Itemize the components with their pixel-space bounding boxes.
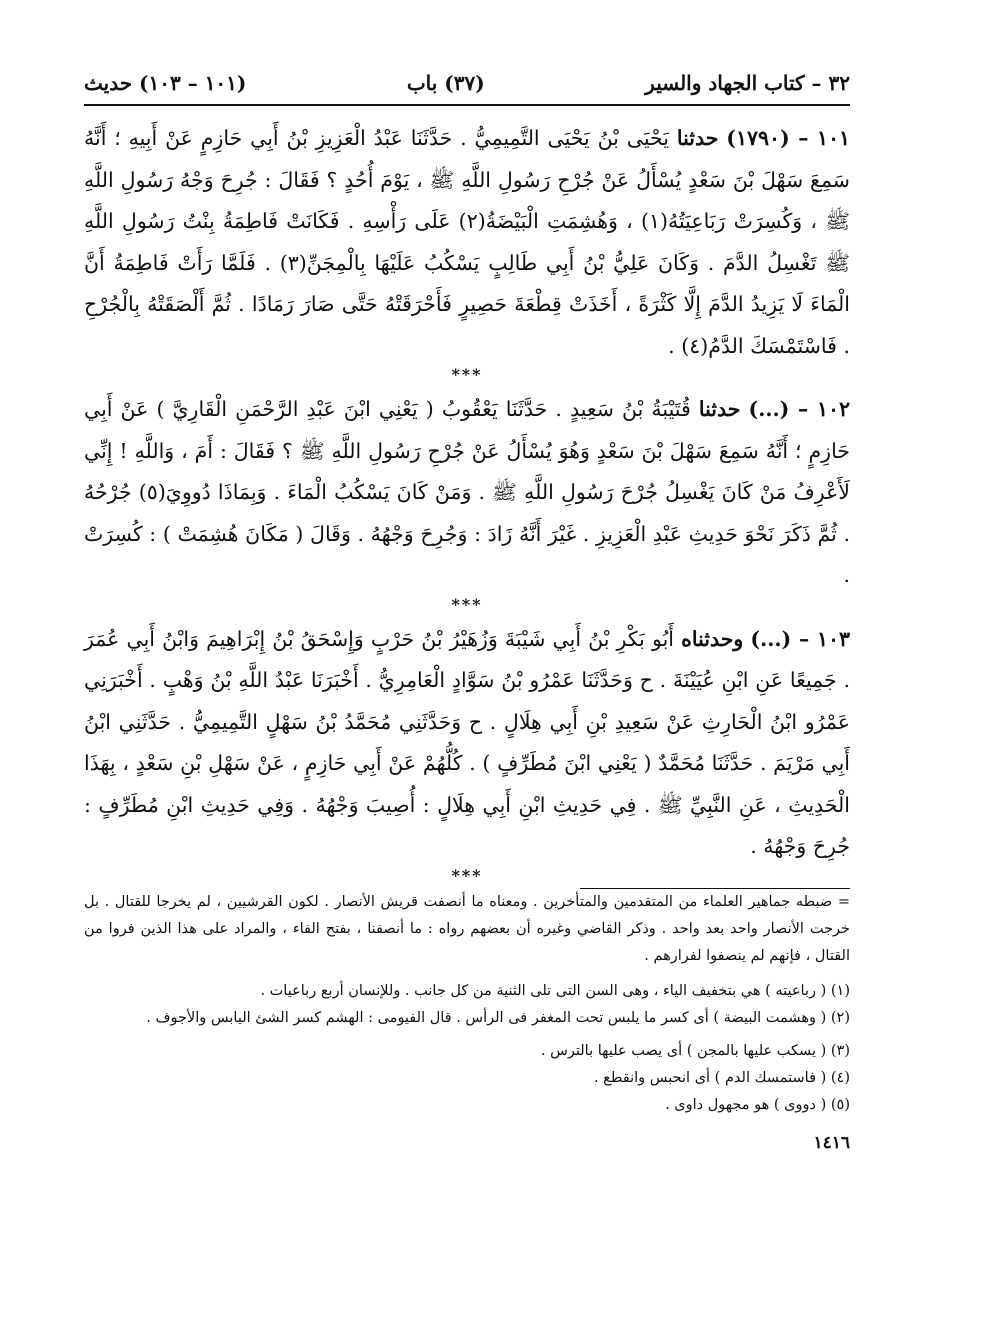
footnote-1: (١) ( رباعيته ) هي بتخفيف الياء ، وهى السن التى تلى الثنية من كل جانب . وللإنسان أربع رباعيات . [260, 982, 850, 999]
header-book-title: ٣٢ – كتاب الجهاد والسير [645, 71, 850, 95]
hadith-opening: وحدثناه [681, 626, 744, 651]
hadith-102 [84, 389, 850, 597]
page-number: ١٤١٦ [813, 1132, 850, 1153]
footnote-3: (٣) ( يسكب عليها بالمجن ) أى يصب عليها بالترس . [540, 1042, 850, 1059]
running-header [84, 64, 850, 102]
hadith-opening: حدثنا [676, 126, 719, 150]
header-chapter: (٣٧) باب [406, 71, 485, 95]
footnote-4: (٤) ( فاستمسك الدم ) أى انحبس وانقطع . [593, 1069, 850, 1086]
header-hadith-range: (١٠١ – ١٠٣) حديث [84, 71, 247, 95]
separator-stars: *** [451, 365, 483, 384]
separator-stars: *** [451, 594, 483, 614]
hadith-text: أَبُو بَكْرِ بْنُ أَبِي شَيْبَةَ وَزُهَيْرُ بْنُ حَرْبٍ وَإِسْحَقُ بْنُ إِبْرَاهِيمَ وَابْنُ أَبِي عُمَرَ . جَمِيعًا عَنِ ابْنِ عُيَيْنَةَ . ح وَحَدَّثَنَا عَمْرُو بْنُ سَوَّادٍ الْعَامِرِيُّ . أَخْبَرَنَا عَبْدُ اللَّهِ بْنُ وَهْبٍ . أَخْبَرَنِي عَمْرُو ابْنُ الْحَارِثِ عَنْ سَعِيدِ بْنِ أَبِي هِلَالٍ . ح وَحَدَّثَنِي مُحَمَّدُ بْنُ سَهْلٍ التَّمِيمِيُّ . حَدَّثَنِي ابْنُ أَبِي مَرْيَمَ . حَدَّثَنَا مُحَمَّدٌ ( يَعْنِي ابْنَ مُطَرِّفٍ ) . كُلُّهُمْ عَنْ أَبِي حَازِمٍ ، عَنْ سَهْلِ بْنِ سَعْدٍ ، بِهَذَا الْحَدِيثِ ، عَنِ النَّبِيِّ ﷺ . فِي حَدِيثِ ابْنِ أَبِي هِلَالٍ : أُصِيبَ وَجْهُهُ . وَفِي حَدِيثِ ابْنِ مُطَرِّفٍ : جُرِحَ وَجْهُهُ . [84, 626, 850, 858]
footnote-2: (٢) ( وهشمت البيضة ) أى كسر ما يلبس تحت المغفر فى الرأس . قال الفيومى : الهشم كسر الشئ اليابس والأجوف . [146, 1009, 850, 1026]
hadith-text: قُتَيْبَةُ بْنُ سَعِيدٍ . حَدَّثَنَا يَعْقُوبُ ( يَعْنِي ابْنَ عَبْدِ الرَّحْمَنِ الْقَارِيَّ ) عَنْ أَبِي حَازِمٍ ؛ أَنَّهُ سَمِعَ سَهْلَ بْنَ سَعْدٍ وَهُوَ يُسْأَلُ عَنْ جُرْحِ رَسُولِ اللَّهِ ﷺ ؟ فَقَالَ : أَمَ ، وَاللَّهِ ! إِنِّي لَأَعْرِفُ مَنْ كَانَ يَغْسِلُ جُرْحَ رَسُولِ اللَّهِ ﷺ . وَمَنْ كَانَ يَسْكُبُ الْمَاءَ . وَبِمَاذَا دُووِيَ(٥) جُرْحُهُ . ثُمَّ ذَكَرَ نَحْوَ حَدِيثِ عَبْدِ الْعَزِيزِ . غَيْرَ أَنَّهُ زَادَ : وَجُرِحَ وَجْهُهُ . وَقَالَ ( مَكَانَ هُشِمَتْ ) : كُسِرَتْ . [84, 397, 850, 587]
hadith-103 [84, 619, 850, 868]
hadith-number: ١٠١ – (١٧٩٠) [726, 126, 850, 150]
hadith-number: ١٠٣ – (...) [750, 626, 850, 651]
page [84, 64, 850, 1294]
hadith-opening: حدثنا [698, 397, 741, 421]
footnote-5: (٥) ( دووى ) هو مجهول داوى . [665, 1096, 850, 1113]
footnotes [84, 889, 850, 1119]
hadith-number: ١٠٢ – (...) [748, 397, 850, 421]
hadith-text: يَحْيَى بْنُ يَحْيَى التَّمِيمِيُّ . حَدَّثَنَا عَبْدُ الْعَزِيزِ بْنُ أَبِي حَازِمٍ عَنْ أَبِيهِ ؛ أَنَّهُ سَمِعَ سَهْلَ بْنَ سَعْدٍ يُسْأَلُ عَنْ جُرْحِ رَسُولِ اللَّهِ ﷺ ، يَوْمَ أُحُدٍ ؟ فَقَالَ : جُرِحَ وَجْهُ رَسُولِ اللَّهِ ﷺ ، وَكُسِرَتْ رَبَاعِيَتُهُ(١) ، وَهُشِمَتِ الْبَيْضَةُ(٢) عَلَى رَأْسِهِ . فَكَانَتْ فَاطِمَةُ بِنْتُ رَسُولِ اللَّهِ ﷺ تَغْسِلُ الدَّمَ . وَكَانَ عَلِيُّ بْنُ أَبِي طَالِبٍ يَسْكُبُ عَلَيْهَا بِالْمِجَنِّ(٣) . فَلَمَّا رَأَتْ فَاطِمَةُ أَنَّ الْمَاءَ لَا يَزِيدُ الدَّمَ إِلَّا كَثْرَةً ، أَخَذَتْ قِطْعَةَ حَصِيرٍ فَأَحْرَقَتْهُ حَتَّى صَارَ رَمَادًا . ثُمَّ أَلْصَقَتْهُ بِالْجُرْحِ . فَاسْتَمْسَكَ الدَّمُ(٤) . [84, 126, 850, 358]
hadith-101 [84, 118, 850, 367]
header-rule [84, 104, 850, 106]
separator-stars: *** [451, 865, 483, 885]
footnote-continuation: = ضبطه جماهير العلماء من المتقدمين والمتأخرين . ومعناه ما أنصفت قريش الأنصار . لكون القرشيين ، لم يخرجا للقتال . بل خرجت الأنصار واحد بعد واحد . وذكر القاضي وغيره أن بعضهم رواه : ما أنصفنا ، بفتح الفاء ، والمراد على هذا الذين فروا من القتال ، فإنهم لم ينصفوا لفرارهم . [84, 893, 850, 964]
